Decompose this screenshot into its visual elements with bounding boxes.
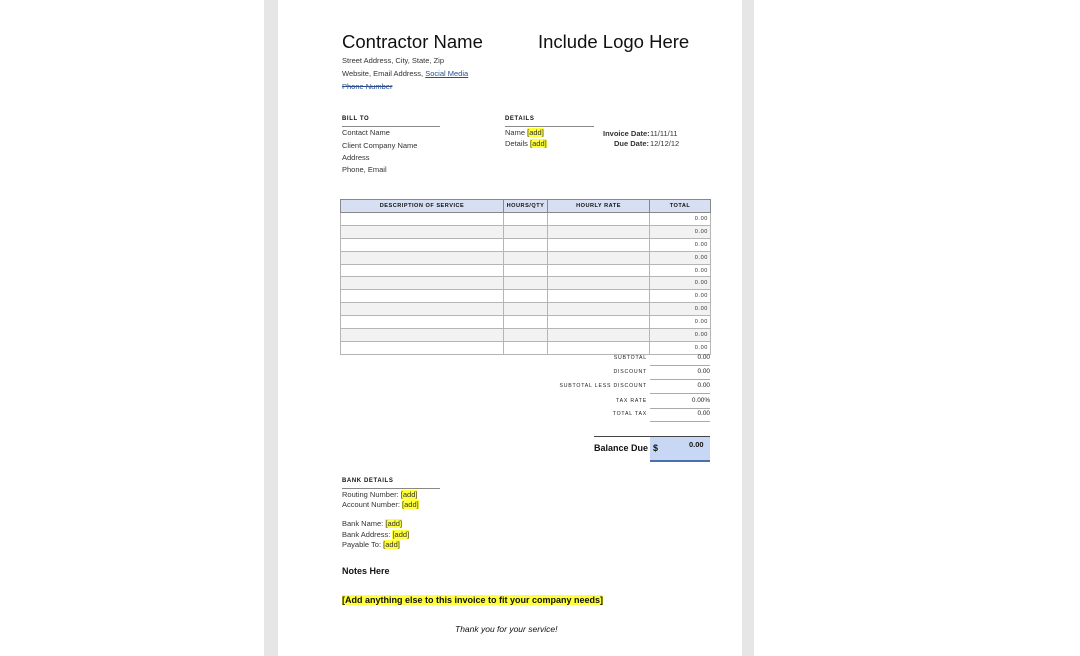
routing-number-add[interactable]: [add] bbox=[400, 490, 418, 499]
balance-due-value: 0.00 bbox=[689, 440, 704, 449]
col-total: TOTAL bbox=[650, 200, 711, 213]
cell-qty[interactable] bbox=[504, 277, 548, 290]
cell-rate[interactable] bbox=[548, 277, 650, 290]
thank-you-message: Thank you for your service! bbox=[455, 624, 558, 634]
cell-total: 0.00 bbox=[650, 277, 711, 290]
routing-number-row bbox=[342, 490, 417, 499]
bill-to-company: Client Company Name bbox=[342, 141, 418, 150]
cell-qty[interactable] bbox=[504, 238, 548, 251]
contractor-name: Contractor Name bbox=[342, 31, 483, 52]
payable-to-label: Payable To: bbox=[342, 540, 382, 549]
invoice-date-value: 11/11/11 bbox=[650, 129, 678, 138]
cell-total: 0.00 bbox=[650, 290, 711, 303]
invoice-date-label: Invoice Date: bbox=[603, 129, 650, 138]
cell-qty[interactable] bbox=[504, 264, 548, 277]
details-details-label: Details bbox=[505, 139, 528, 148]
col-hourly-rate: HOURLY RATE bbox=[548, 200, 650, 213]
due-date-value: 12/12/12 bbox=[650, 139, 680, 148]
cell-description[interactable] bbox=[341, 277, 504, 290]
cell-total: 0.00 bbox=[650, 264, 711, 277]
details-name-row bbox=[505, 128, 544, 137]
payable-to-row bbox=[342, 540, 400, 549]
cell-rate[interactable] bbox=[548, 316, 650, 329]
address-line: Street Address, City, State, Zip bbox=[342, 56, 444, 65]
contact-line-prefix: Website, Email Address, bbox=[342, 69, 424, 78]
bank-address-row bbox=[342, 530, 409, 539]
routing-number-label: Routing Number: bbox=[342, 490, 399, 499]
cell-rate[interactable] bbox=[548, 238, 650, 251]
cell-rate[interactable] bbox=[548, 329, 650, 342]
phone-number: Phone Number bbox=[342, 82, 393, 91]
cell-qty[interactable] bbox=[504, 341, 548, 354]
table-row bbox=[341, 329, 711, 342]
cell-qty[interactable] bbox=[504, 251, 548, 264]
balance-due-label: Balance Due bbox=[594, 443, 649, 453]
cell-rate[interactable] bbox=[548, 290, 650, 303]
cell-description[interactable] bbox=[341, 225, 504, 238]
col-hours-qty: HOURS/QTY bbox=[504, 200, 548, 213]
cell-total: 0.00 bbox=[650, 225, 711, 238]
balance-currency: $ bbox=[653, 443, 659, 453]
table-row bbox=[341, 290, 711, 303]
bank-details-heading: BANK DETAILS bbox=[342, 478, 394, 484]
logo-placeholder: Include Logo Here bbox=[538, 31, 690, 52]
subtotal-value: 0.00 bbox=[697, 354, 710, 361]
bill-to-heading: BILL TO bbox=[342, 116, 370, 122]
bank-name-label: Bank Name: bbox=[342, 519, 384, 528]
subtotal-less-discount-value: 0.00 bbox=[697, 382, 710, 389]
cell-rate[interactable] bbox=[548, 341, 650, 354]
cell-qty[interactable] bbox=[504, 329, 548, 342]
total-tax-value: 0.00 bbox=[697, 410, 710, 417]
bank-name-add[interactable]: [add] bbox=[385, 519, 403, 528]
table-row bbox=[341, 341, 711, 354]
details-details-row bbox=[505, 139, 547, 148]
table-row bbox=[341, 251, 711, 264]
cell-qty[interactable] bbox=[504, 225, 548, 238]
details-name-label: Name bbox=[505, 128, 526, 137]
cell-description[interactable] bbox=[341, 341, 504, 354]
payable-to-add[interactable]: [add] bbox=[383, 540, 400, 549]
cell-total: 0.00 bbox=[650, 213, 711, 226]
cell-rate[interactable] bbox=[548, 251, 650, 264]
line-items-table bbox=[340, 199, 711, 355]
discount-label: DISCOUNT bbox=[613, 369, 647, 375]
less-rule bbox=[650, 393, 710, 394]
discount-value[interactable]: 0.00 bbox=[697, 368, 710, 375]
table-row bbox=[341, 238, 711, 251]
page-gutter-right bbox=[742, 0, 754, 656]
bill-to-address: Address bbox=[342, 153, 370, 162]
cell-rate[interactable] bbox=[548, 213, 650, 226]
subtotal-label: SUBTOTAL bbox=[613, 355, 647, 361]
notes-highlight[interactable]: [Add anything else to this invoice to fit your company needs] bbox=[342, 595, 604, 605]
tax-rate-rule bbox=[650, 408, 710, 409]
table-row bbox=[341, 303, 711, 316]
cell-rate[interactable] bbox=[548, 225, 650, 238]
bank-address-label: Bank Address: bbox=[342, 530, 391, 539]
cell-total: 0.00 bbox=[650, 316, 711, 329]
bank-details-rule bbox=[342, 488, 440, 489]
cell-rate[interactable] bbox=[548, 264, 650, 277]
cell-description[interactable] bbox=[341, 264, 504, 277]
details-heading: DETAILS bbox=[505, 116, 535, 122]
col-description: DESCRIPTION OF SERVICE bbox=[341, 200, 504, 213]
cell-total: 0.00 bbox=[650, 238, 711, 251]
cell-total: 0.00 bbox=[650, 303, 711, 316]
table-row bbox=[341, 264, 711, 277]
subtotal-rule bbox=[650, 365, 710, 366]
cell-description[interactable] bbox=[341, 316, 504, 329]
table-row bbox=[341, 316, 711, 329]
cell-description[interactable] bbox=[341, 251, 504, 264]
table-row bbox=[341, 213, 711, 226]
cell-total: 0.00 bbox=[650, 251, 711, 264]
due-date-label: Due Date: bbox=[614, 139, 650, 148]
cell-description[interactable] bbox=[341, 290, 504, 303]
details-rule bbox=[505, 126, 594, 127]
contact-line bbox=[342, 69, 468, 78]
total-tax-label: TOTAL TAX bbox=[612, 411, 647, 417]
cell-qty[interactable] bbox=[504, 290, 548, 303]
cell-total: 0.00 bbox=[650, 341, 711, 354]
cell-total: 0.00 bbox=[650, 329, 711, 342]
notes-heading: Notes Here bbox=[342, 566, 390, 576]
page-gutter-left bbox=[264, 0, 278, 656]
bill-to-phone-email: Phone, Email bbox=[342, 165, 387, 174]
table-row bbox=[341, 277, 711, 290]
bill-to-contact: Contact Name bbox=[342, 128, 390, 137]
bank-address-add[interactable]: [add] bbox=[392, 530, 410, 539]
cell-qty[interactable] bbox=[504, 303, 548, 316]
cell-description[interactable] bbox=[341, 213, 504, 226]
tax-rate-value[interactable]: 0.00% bbox=[691, 397, 710, 404]
bank-name-row bbox=[342, 519, 402, 528]
cell-qty[interactable] bbox=[504, 316, 548, 329]
discount-rule bbox=[650, 379, 710, 380]
subtotal-less-discount-label: SUBTOTAL LESS DISCOUNT bbox=[559, 383, 647, 389]
account-number-add[interactable]: [add] bbox=[402, 500, 419, 509]
table-row bbox=[341, 225, 711, 238]
bill-to-rule bbox=[342, 126, 440, 127]
details-details-add[interactable]: [add] bbox=[530, 139, 547, 148]
social-media-link[interactable]: Social Media bbox=[425, 69, 469, 78]
cell-description[interactable] bbox=[341, 238, 504, 251]
account-number-row bbox=[342, 500, 419, 509]
tax-rate-label: TAX RATE bbox=[616, 398, 647, 404]
cell-qty[interactable] bbox=[504, 213, 548, 226]
details-name-add[interactable]: [add] bbox=[527, 128, 544, 137]
cell-description[interactable] bbox=[341, 303, 504, 316]
account-number-label: Account Number: bbox=[342, 500, 400, 509]
cell-rate[interactable] bbox=[548, 303, 650, 316]
table-header-row bbox=[341, 200, 711, 213]
cell-description[interactable] bbox=[341, 329, 504, 342]
total-tax-rule bbox=[650, 421, 710, 422]
